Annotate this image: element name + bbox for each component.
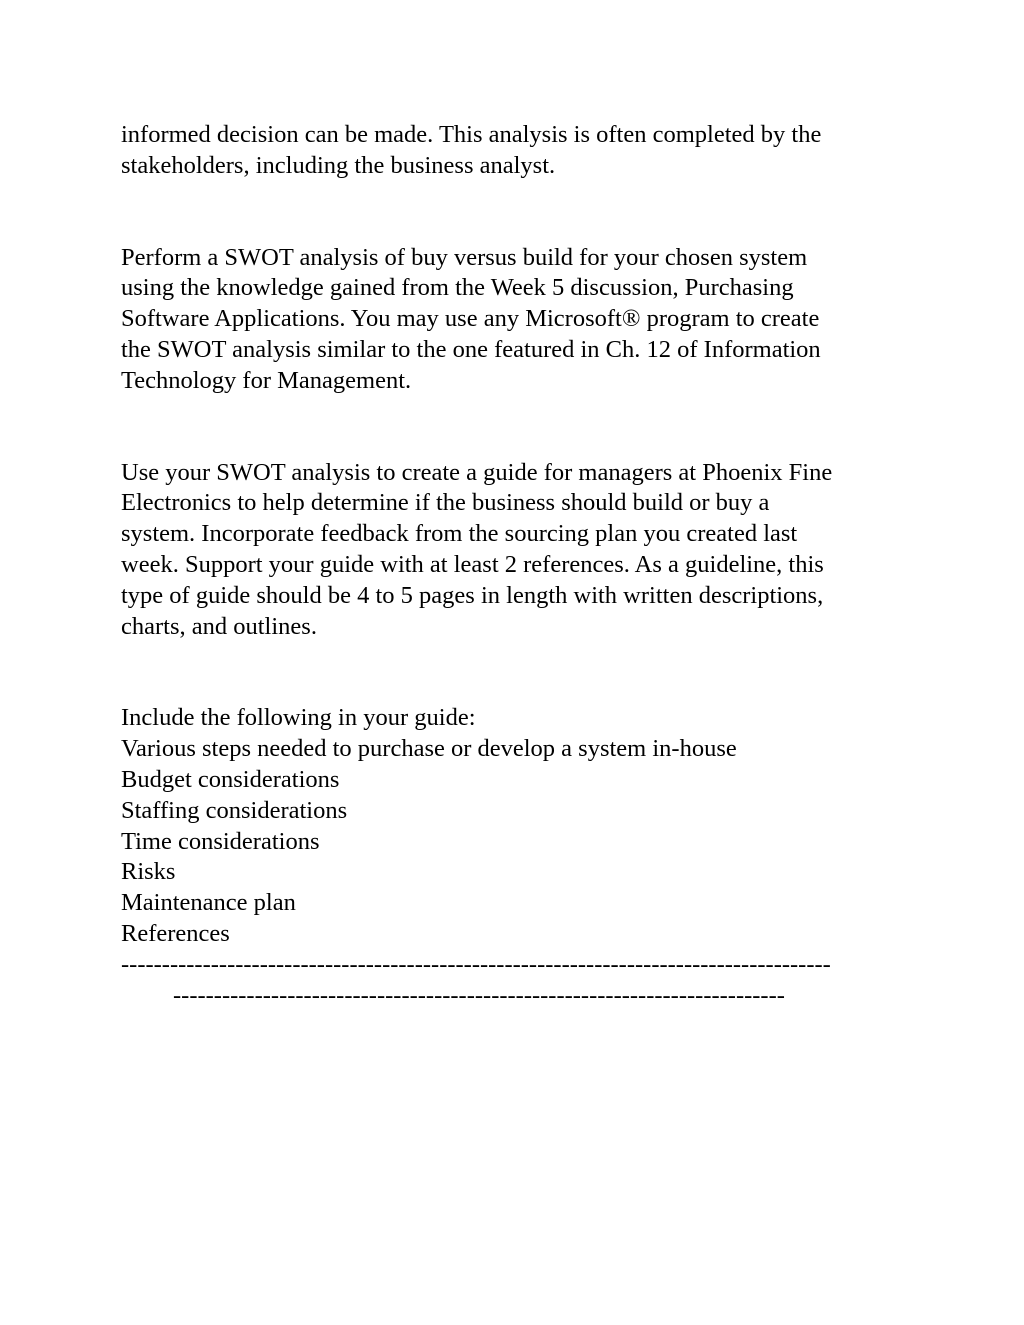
paragraph-line: Perform a SWOT analysis of buy versus build for your chosen system [121, 243, 808, 271]
paragraph-line: week. Support your guide with at least 2 references. As a guideline, this [121, 550, 824, 578]
guide-item: Risks [121, 858, 176, 886]
paragraph-line: system. Incorporate feedback from the sourcing plan you created last [121, 520, 798, 548]
guide-item: Time considerations [121, 827, 320, 855]
paragraph-intro [121, 120, 911, 182]
guide-intro: Include the following in your guide: [121, 704, 476, 732]
paragraph-line: the SWOT analysis similar to the one featured in Ch. 12 of Information [121, 335, 821, 363]
guide-item: References [121, 919, 230, 947]
paragraph-line: Software Applications. You may use any Microsoft® program to create [121, 305, 820, 333]
document-body [121, 120, 911, 1011]
paragraph-line: Use your SWOT analysis to create a guide for managers at Phoenix Fine [121, 458, 833, 486]
paragraph-line: using the knowledge gained from the Week 5 discussion, Purchasing [121, 274, 794, 302]
guide-item: Maintenance plan [121, 889, 296, 917]
guide-requirements [121, 703, 911, 1011]
paragraph-guide-task [121, 458, 911, 643]
guide-item: Budget considerations [121, 765, 340, 793]
paragraph-line: type of guide should be 4 to 5 pages in length with written descriptions, [121, 581, 824, 609]
guide-item: Staffing considerations [121, 796, 348, 824]
paragraph-line: stakeholders, including the business analyst. [121, 151, 556, 179]
paragraph-line: Technology for Management. [121, 366, 412, 394]
dashed-separator: --------------------------------------------------------------------------- [173, 981, 785, 1009]
paragraph-line: informed decision can be made. This analysis is often completed by the [121, 121, 822, 148]
paragraph-swot-task [121, 243, 911, 397]
dashed-separator: --------------------------------------------------------------------------------------- [121, 950, 831, 978]
guide-item: Various steps needed to purchase or develop a system in-house [121, 735, 737, 763]
paragraph-line: charts, and outlines. [121, 612, 317, 640]
paragraph-line: Electronics to help determine if the business should build or buy a [121, 489, 770, 517]
